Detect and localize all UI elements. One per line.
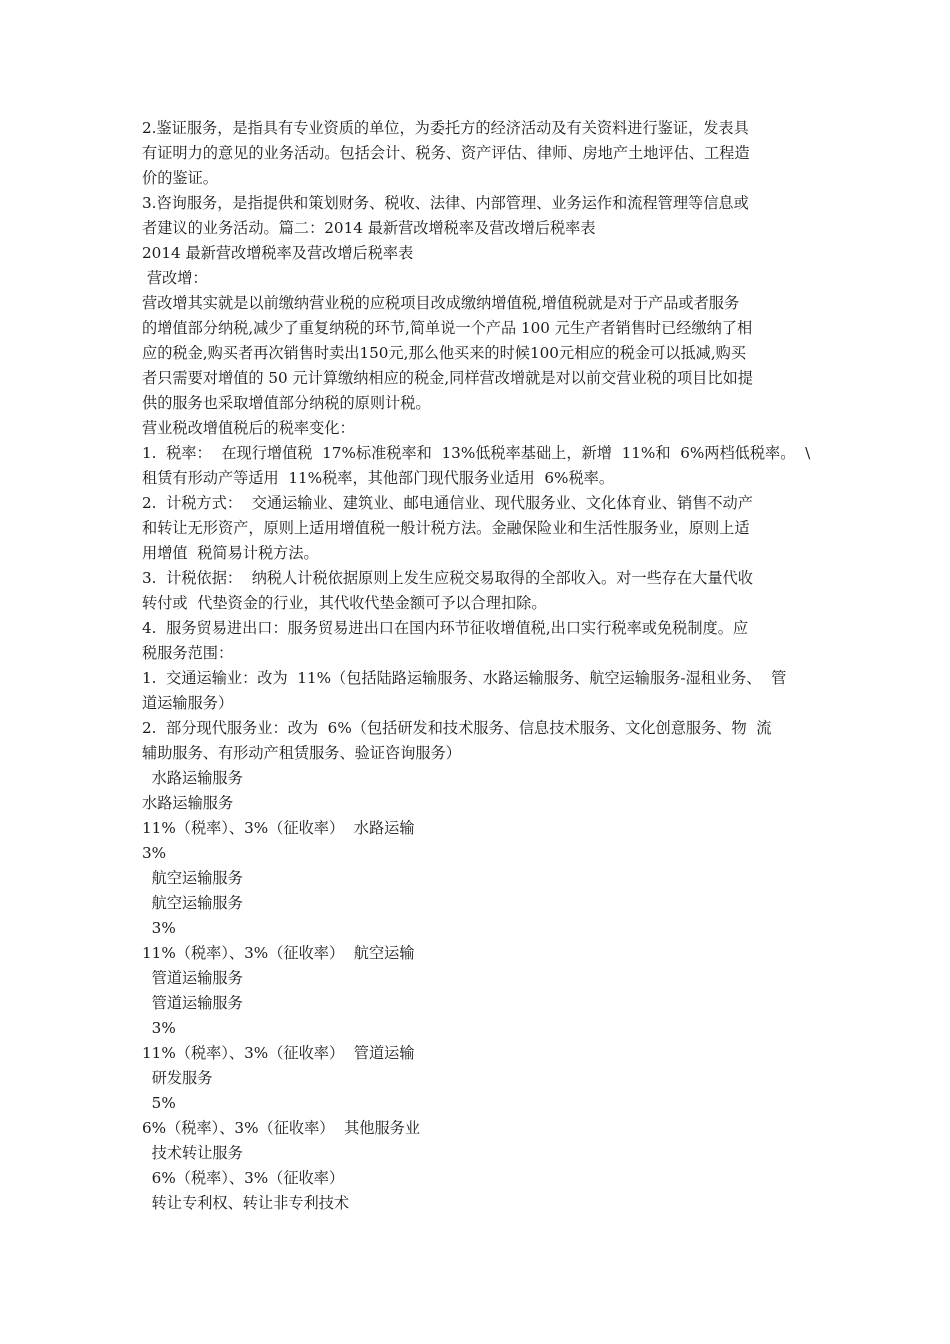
- text-line: 营改增其实就是以前缴纳营业税的应税项目改成缴纳增值税,增值税就是对于产品或者服务: [142, 294, 740, 312]
- text-line: 转让专利权、转让非专利技术: [142, 1194, 350, 1212]
- text-line: 营业税改增值税后的税率变化：: [142, 419, 355, 437]
- text-line: 应的税金,购买者再次销售时卖出150元,那么他买来的时候100元相应的税金可以抵减,购买: [142, 344, 747, 362]
- text-line: 航空运输服务: [142, 894, 243, 912]
- text-line: 用增值 税简易计税方法。: [142, 544, 319, 562]
- text-line: 2. 计税方式： 交通运输业、建筑业、邮电通信业、现代服务业、文化体育业、销售不动产: [142, 494, 753, 512]
- text-line: 航空运输服务: [142, 869, 243, 887]
- text-line: 管道运输服务: [142, 994, 243, 1012]
- text-line: 2014 最新营改增税率及营改增后税率表: [142, 244, 414, 262]
- text-line: 6%（税率）、3%（征收率）: [142, 1169, 345, 1187]
- text-line: 有证明力的意见的业务活动。包括会计、税务、资产评估、律师、房地产土地评估、工程造: [142, 144, 750, 162]
- text-line: 5%: [142, 1094, 176, 1112]
- text-line: 11%（税率）、3%（征收率） 管道运输: [142, 1044, 415, 1062]
- text-line: 价的鉴证。: [142, 169, 218, 187]
- section-heading: 营改增：: [142, 269, 208, 287]
- text-line: 3%: [142, 1019, 176, 1037]
- text-line: 1. 税率： 在现行增值税 17%标准税率和 13%低税率基础上，新增 11%和 6%两档低税率。 \: [142, 444, 811, 462]
- text-line: 管道运输服务: [142, 969, 243, 987]
- text-line: 者建议的业务活动。篇二：2014 最新营改增税率及营改增后税率表: [142, 219, 596, 237]
- text-line: 和转让无形资产，原则上适用增值税一般计税方法。金融保险业和生活性服务业，原则上适: [142, 519, 750, 537]
- text-line: 道运输服务）: [142, 694, 234, 712]
- text-line: 3.咨询服务，是指提供和策划财务、税收、法律、内部管理、业务运作和流程管理等信息或: [142, 194, 749, 212]
- text-line: 技术转让服务: [142, 1144, 243, 1162]
- text-line: 辅助服务、有形动产租赁服务、验证咨询服务）: [142, 744, 461, 762]
- text-line: 水路运输服务: [142, 794, 234, 812]
- document-body: [142, 116, 814, 1216]
- text-line: 4. 服务贸易进出口：服务贸易进出口在国内环节征收增值税,出口实行税率或免税制度。应: [142, 619, 749, 637]
- text-line: 税服务范围：: [142, 644, 234, 662]
- text-line: 水路运输服务: [142, 769, 243, 787]
- text-line: 1. 交通运输业：改为 11%（包括陆路运输服务、水路运输服务、航空运输服务-湿租业务、 管: [142, 669, 787, 687]
- text-line: 转付或 代垫资金的行业，其代收代垫金额可予以合理扣除。: [142, 594, 547, 612]
- text-line: 3%: [142, 844, 167, 862]
- text-line: 2. 部分现代服务业：改为 6%（包括研发和技术服务、信息技术服务、文化创意服务、物 流: [142, 719, 772, 737]
- text-line: 租赁有形动产等适用 11%税率，其他部门现代服务业适用 6%税率。: [142, 469, 615, 487]
- text-line: 3%: [142, 919, 176, 937]
- text-line: 6%（税率）、3%（征收率） 其他服务业: [142, 1119, 421, 1137]
- text-line: 2.鉴证服务，是指具有专业资质的单位，为委托方的经济活动及有关资料进行鉴证，发表具: [142, 119, 749, 137]
- text-line: 11%（税率）、3%（征收率） 水路运输: [142, 819, 415, 837]
- text-line: 研发服务: [142, 1069, 213, 1087]
- text-line: 者只需要对增值的 50 元计算缴纳相应的税金,同样营改增就是对以前交营业税的项目比如提: [142, 369, 753, 387]
- text-line: 3. 计税依据： 纳税人计税依据原则上发生应税交易取得的全部收入。对一些存在大量代收: [142, 569, 753, 587]
- text-line: 的增值部分纳税,减少了重复纳税的环节,简单说一个产品 100 元生产者销售时已经缴纳了相: [142, 319, 753, 337]
- text-line: 供的服务也采取增值部分纳税的原则计税。: [142, 394, 431, 412]
- text-line: 11%（税率）、3%（征收率） 航空运输: [142, 944, 415, 962]
